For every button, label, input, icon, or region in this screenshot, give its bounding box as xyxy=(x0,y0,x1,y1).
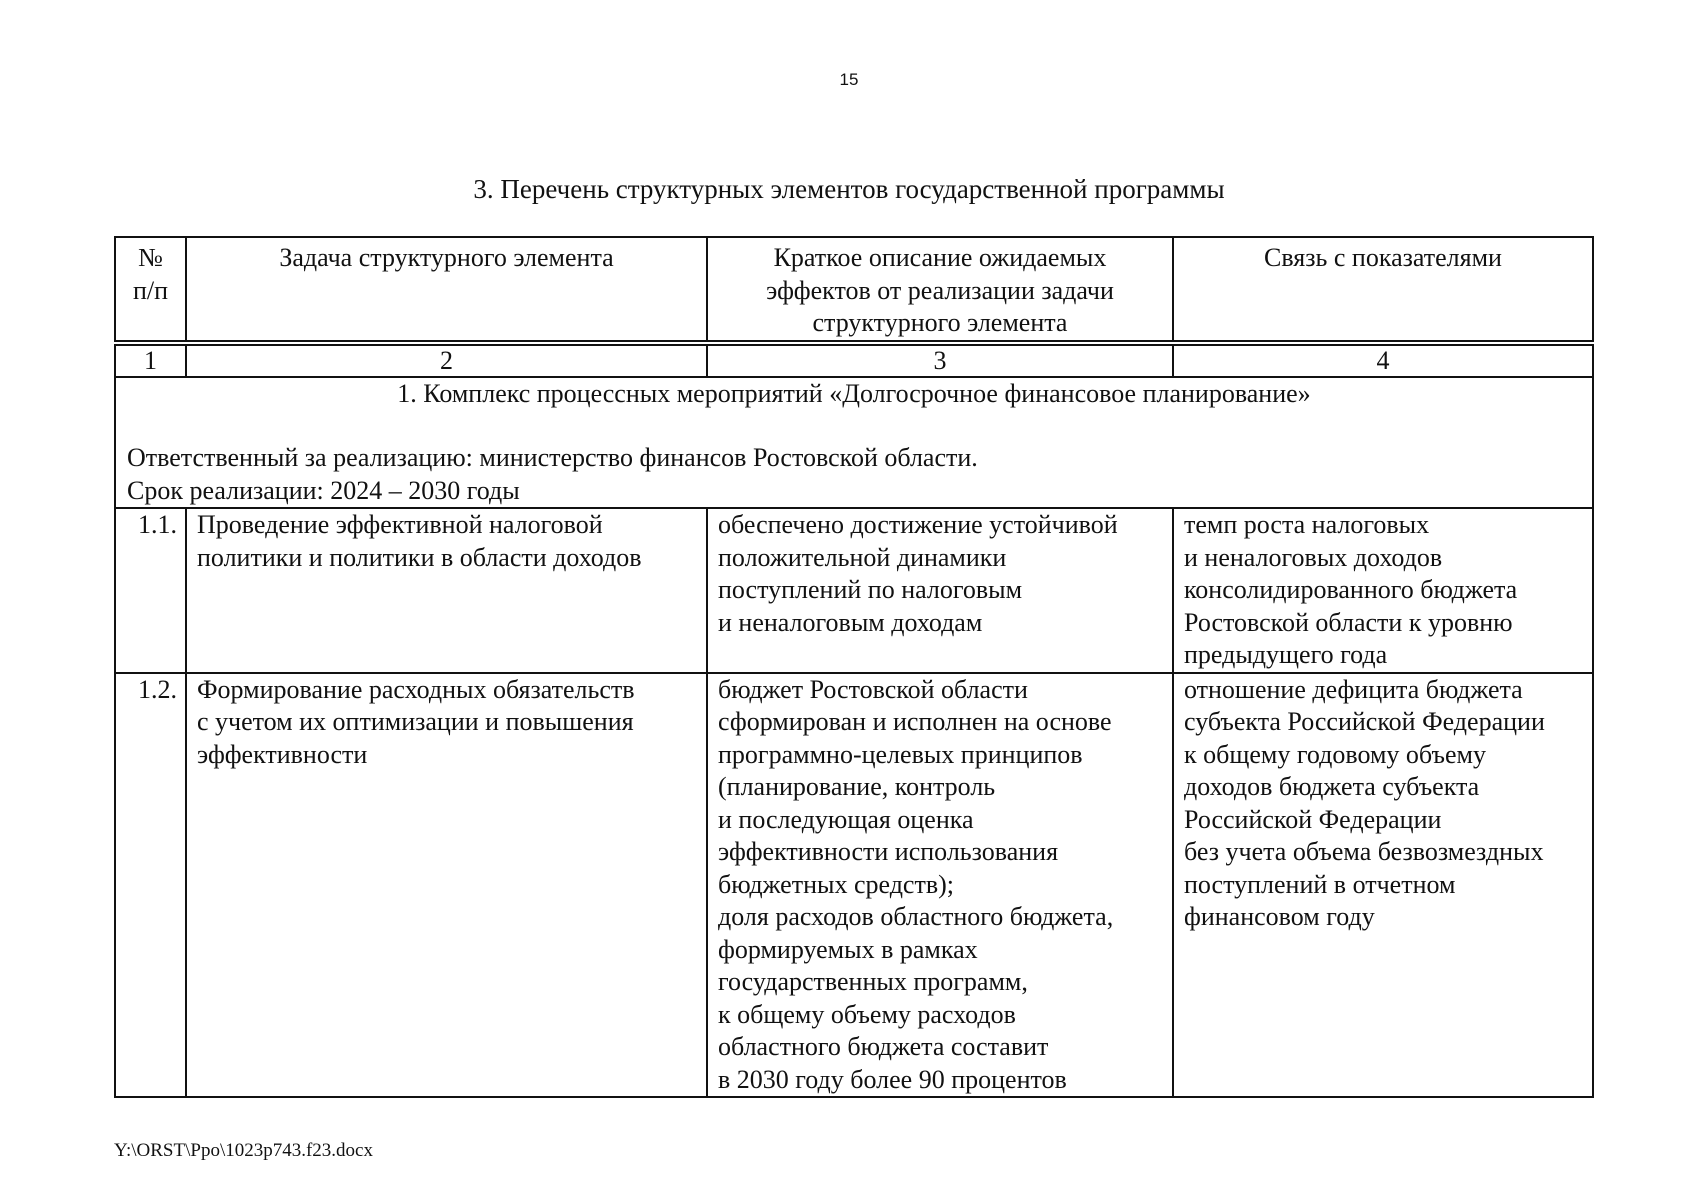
row-number: 1.1. xyxy=(115,508,186,673)
column-number-row xyxy=(115,343,1593,377)
document-title: 3. Перечень структурных элементов государственной программы xyxy=(473,174,1225,204)
row-number: 1.2. xyxy=(115,673,186,1098)
section-period: Срок реализации: 2024 – 2030 годы xyxy=(127,475,520,505)
section-title: 1. Комплекс процессных мероприятий «Долгосрочное финансовое планирование» xyxy=(397,378,1311,408)
column-number-3: 3 xyxy=(707,343,1173,377)
header-task: Задача структурного элемента xyxy=(186,237,707,343)
structural-elements-table xyxy=(114,236,1594,1098)
section-responsible: Ответственный за реализацию: министерство финансов Ростовской области. xyxy=(127,443,978,472)
header-number: № п/п xyxy=(115,237,186,343)
table-header-row xyxy=(115,237,1593,343)
row-task: Формирование расходных обязательств с учетом их оптимизации и повышения эффективности xyxy=(186,673,707,1098)
footer-file-path: Y:\ORST\Ppo\1023p743.f23.docx xyxy=(114,1140,373,1161)
table-row xyxy=(115,508,1593,673)
section-row xyxy=(115,377,1593,509)
row-task: Проведение эффективной налоговой политики и политики в области доходов xyxy=(186,508,707,673)
row-indicators: темп роста налоговых и неналоговых доходов консолидированного бюджета Ростовской области к уровню предыдущего года xyxy=(1173,508,1593,673)
section-cell xyxy=(115,377,1593,509)
column-number-2: 2 xyxy=(186,343,707,377)
column-number-1: 1 xyxy=(115,343,186,377)
row-effects: обеспечено достижение устойчивой положительной динамики поступлений по налоговым и неналоговым доходам xyxy=(707,508,1173,673)
table-row xyxy=(115,673,1593,1098)
column-number-4: 4 xyxy=(1173,343,1593,377)
page-number: 15 xyxy=(839,70,859,89)
row-effects: бюджет Ростовской области сформирован и исполнен на основе программно-целевых принципов (планирование, контроль и последующая оценка эффективности использования бюджетных средств); доля расходов областного бюджета, формируемых в рамках государственных программ, к общему объему расходов областного бюджета составит в 2030 году более 90 процентов xyxy=(707,673,1173,1098)
header-indicators: Связь с показателями xyxy=(1173,237,1593,343)
header-effects: Краткое описание ожидаемых эффектов от реализации задачи структурного элемента xyxy=(707,237,1173,343)
row-indicators: отношение дефицита бюджета субъекта Российской Федерации к общему годовому объему доходов бюджета субъекта Российской Федерации без учета объема безвозмездных поступлений в отчетном финансовом году xyxy=(1173,673,1593,1098)
